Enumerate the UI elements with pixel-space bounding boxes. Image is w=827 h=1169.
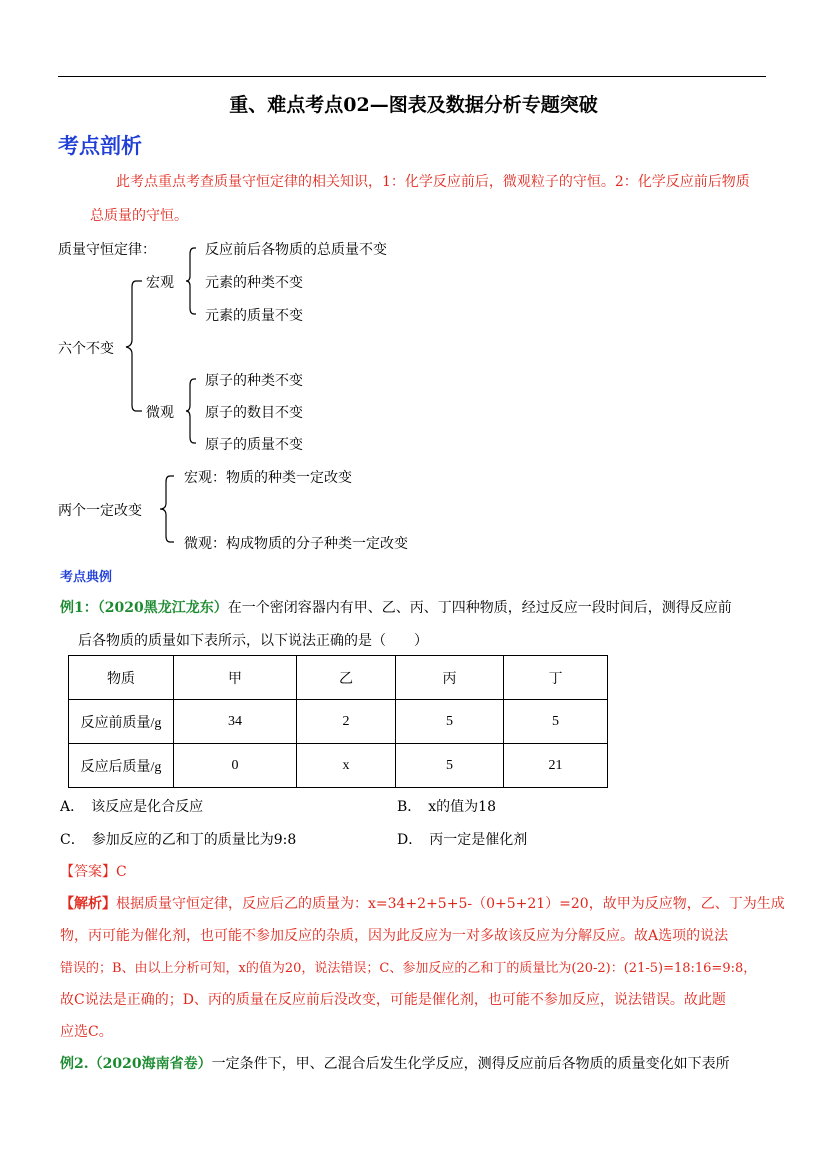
analysis-line-4: 故C说法是正确的；D、丙的质量在反应前后没改变，可能是催化剂，也可能不参加反应，说法错误。故此题	[60, 992, 726, 1008]
section-heading: 考点剖析	[58, 133, 142, 158]
table-cell: 0	[174, 744, 297, 788]
micro-item: 原子的质量不变	[205, 437, 303, 453]
table-cell: 34	[174, 700, 297, 744]
table-row	[69, 744, 608, 788]
macro-item: 反应前后各物质的总质量不变	[205, 242, 387, 258]
tree-brackets	[0, 0, 827, 560]
table-cell: 5	[396, 700, 504, 744]
analysis-text: 根据质量守恒定律，反应后乙的质量为：x=34+2+5+5-（0+5+21）=20，故甲为反应物，乙、丁为生成	[116, 896, 785, 912]
table-header-cell: 物质	[69, 656, 174, 700]
example-2-source: （2020海南省卷）	[88, 1056, 212, 1072]
table-header-cell: 乙	[297, 656, 396, 700]
table-cell: 21	[504, 744, 608, 788]
law-label: 质量守恒定律：	[58, 242, 156, 258]
example-2-label: 例2.	[60, 1056, 89, 1072]
micro-bracket	[186, 379, 196, 443]
change-item: 微观：构成物质的分子种类一定改变	[184, 536, 408, 552]
option-b: B． x的值为18	[397, 799, 496, 815]
answer: 【答案】C	[60, 864, 127, 880]
option-c: C． 参加反应的乙和丁的质量比为9:8	[60, 832, 297, 848]
change-item: 宏观：物质的种类一定改变	[184, 470, 352, 486]
examples-heading: 考点典例	[60, 570, 113, 585]
table-header-cell: 丁	[504, 656, 608, 700]
table-cell: 反应后质量/g	[69, 744, 174, 788]
table-cell: 5	[504, 700, 608, 744]
macro-item: 元素的种类不变	[205, 275, 303, 291]
macro-label: 宏观	[146, 275, 174, 291]
intro-line-1: 此考点重点考查质量守恒定律的相关知识，1：化学反应前后，微观粒子的守恒。2：化学反应前后物质	[116, 174, 750, 190]
example-2-line-1	[60, 1053, 730, 1073]
example-1-question: 在一个密闭容器内有甲、乙、丙、丁四种物质，经过反应一段时间后，测得反应前	[227, 600, 732, 616]
macro-item: 元素的质量不变	[205, 308, 303, 324]
analysis-line-2: 物，丙可能为催化剂，也可能不参加反应的杂质，因为此反应为一对多故该反应为分解反应。故A选项的说法	[60, 928, 729, 944]
example-1-label: 例1：	[60, 600, 98, 616]
intro-line-2: 总质量的守恒。	[90, 208, 188, 224]
table-cell: 反应前质量/g	[69, 700, 174, 744]
table-cell: x	[297, 744, 396, 788]
analysis-line-1	[60, 893, 785, 913]
table-cell: 2	[297, 700, 396, 744]
table-cell: 5	[396, 744, 504, 788]
analysis-line-3: 错误的；B、由以上分析可知，x的值为20，说法错误；C、参加反应的乙和丁的质量比为(20-2)：(21-5)=18:16=9:8，	[60, 961, 757, 976]
six-invariants-label: 六个不变	[58, 341, 114, 357]
six-bracket	[126, 281, 142, 411]
micro-item: 原子的数目不变	[205, 405, 303, 421]
option-d: D． 丙一定是催化剂	[397, 832, 528, 848]
example-1-source: （2020黑龙江龙东）	[97, 600, 228, 616]
table-row	[69, 700, 608, 744]
table-header-cell: 甲	[174, 656, 297, 700]
table-row	[69, 656, 608, 700]
two-bracket	[160, 476, 174, 542]
example-2-question: 一定条件下，甲、乙混合后发生化学反应，测得反应前后各物质的质量变化如下表所	[211, 1056, 730, 1072]
mass-table	[68, 655, 608, 788]
macro-bracket	[186, 248, 196, 314]
micro-label: 微观	[146, 405, 174, 421]
page-title: 重、难点考点02—图表及数据分析专题突破	[229, 94, 598, 116]
micro-item: 原子的种类不变	[205, 373, 303, 389]
analysis-label: 【解析】	[60, 896, 116, 912]
option-a: A． 该反应是化合反应	[60, 799, 204, 815]
two-changes-label: 两个一定改变	[58, 503, 142, 519]
table-header-cell: 丙	[396, 656, 504, 700]
example-1-line-1	[60, 597, 732, 617]
analysis-line-5: 应选C。	[60, 1024, 113, 1040]
example-1-line-2: 后各物质的质量如下表所示，以下说法正确的是（ ）	[78, 633, 428, 649]
